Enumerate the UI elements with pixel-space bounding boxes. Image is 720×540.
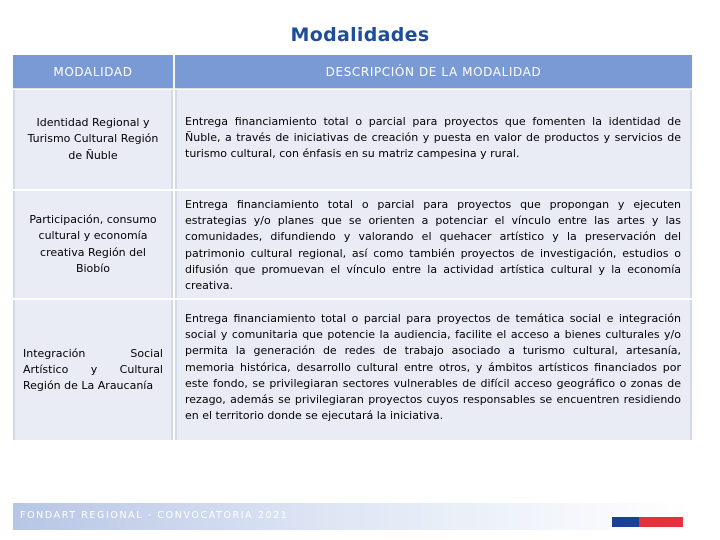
- descripcion-cell-3: [175, 300, 692, 440]
- descripcion-text-1: Entrega financiamiento total o parcial para proyectos que fomenten la identidad de Ñuble, a través de iniciativas de creación y puesta en valor de productos y servicios de turismo cultural, con énfasis en su matriz campesina y rural.: [185, 115, 681, 161]
- column-header-modalidad: MODALIDAD: [13, 55, 173, 88]
- flag-red-segment: [639, 517, 683, 527]
- modalidad-cell-3: [13, 300, 173, 440]
- chile-flag-stripe: [612, 517, 683, 527]
- descripcion-cell-2: [175, 191, 692, 298]
- flag-blue-segment: [612, 517, 639, 527]
- descripcion-text-2: Entrega financiamiento total o parcial para proyectos que propongan y ejecuten estrategias y/o planes que se orienten a potenciar el vínculo entre las artes y las comunidades, difundiendo y valorando el quehacer artístico y la preservación del patrimonio cultural regional, así como también proyectos de investigación, estudios o difusión que promuevan el vínculo entre la actividad artística cultural y la economía creativa.: [185, 198, 681, 293]
- descripcion-text-3: Entrega financiamiento total o parcial para proyectos de temática social e integración social y comunitaria que potencie la audiencia, facilite el acceso a bienes culturales y/o permita la generación de redes de trabajo asociado a turismo cultural, artesanía, memoria histórica, desarrollo cultural entre otros, y ámbitos artísticos financiados por este fondo, se privilegiaran sectores vulnerables de difícil acceso geográfico o zonas de rezago, además se privilegiaran proyectos cuyos responsables se encuentren residiendo en el territorio donde se ejecutará la iniciativa.: [185, 312, 681, 423]
- modalidad-text-1: Identidad Regional y Turismo Cultural Región de Ñuble: [27, 116, 159, 162]
- page-title: Modalidades: [290, 24, 430, 46]
- footer-text: FONDART REGIONAL - CONVOCATORIA 2021: [20, 510, 289, 521]
- modalidad-cell-1: [13, 90, 173, 189]
- modalidad-text-2: Participación, consumo cultural y economía creativa Región del Biobío: [29, 213, 157, 275]
- descripcion-cell-1: [175, 90, 692, 189]
- footer-bar: [13, 503, 692, 530]
- modalidad-text-3: Integración Social Artístico y Cultural Región de La Araucanía: [23, 346, 163, 393]
- column-header-descripcion: DESCRIPCIÓN DE LA MODALIDAD: [175, 55, 692, 88]
- modalidad-cell-2: [13, 191, 173, 298]
